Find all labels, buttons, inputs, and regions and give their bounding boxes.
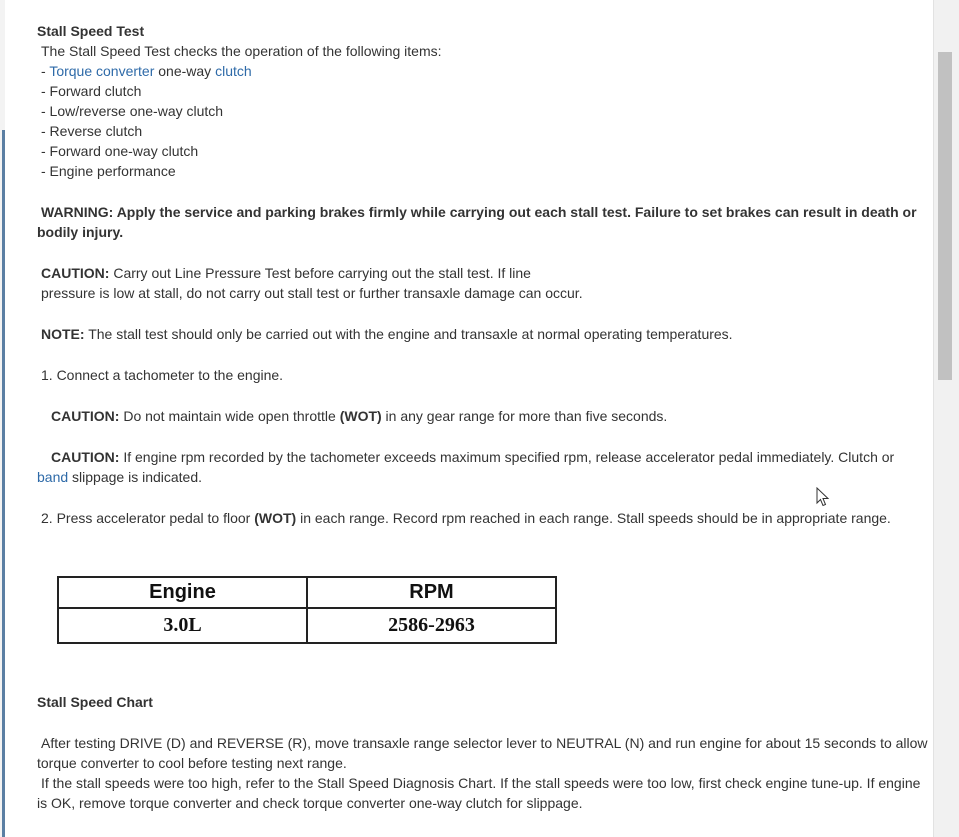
note-text — [37, 324, 932, 344]
torque-converter-link[interactable]: Torque converter — [49, 63, 155, 79]
intro-text: The Stall Speed Test checks the operation of the following items: — [41, 43, 442, 59]
clutch-link[interactable]: clutch — [215, 63, 252, 79]
header-engine: Engine — [58, 577, 307, 608]
note-label: NOTE: — [41, 326, 85, 342]
wot-term: (WOT) — [254, 510, 297, 526]
band-link[interactable]: band — [37, 469, 69, 485]
list-item: - Reverse clutch — [41, 123, 143, 139]
step-text: in each range. Record rpm reached in each range. Stall speeds should be in appropriate range. — [296, 510, 891, 526]
document-body — [37, 21, 932, 528]
chart-section — [37, 692, 932, 813]
caution-text: in any gear range for more than five seconds. — [381, 408, 668, 424]
step-2 — [37, 508, 932, 528]
list-item: - Engine performance — [41, 163, 176, 179]
caution-text: slippage is indicated. — [68, 469, 203, 485]
caution-label: CAUTION: — [41, 265, 110, 281]
caution-rpm — [37, 447, 932, 487]
mouse-cursor-icon — [816, 487, 830, 507]
caution-text: Do not maintain wide open throttle — [119, 408, 340, 424]
list-item: - Forward clutch — [41, 83, 142, 99]
warning-text: WARNING: Apply the service and parking brakes firmly while carrying out each stall test. Failure to set brakes can result in death or bodily injury. — [37, 204, 917, 240]
table-row — [58, 608, 556, 643]
list-item: - Low/reverse one-way clutch — [41, 103, 224, 119]
caution-label: CAUTION: — [51, 449, 120, 465]
table-header-row — [58, 577, 556, 608]
list-item: - Forward one-way clutch — [41, 143, 199, 159]
step-1: 1. Connect a tachometer to the engine. — [41, 367, 284, 383]
vertical-scrollbar[interactable] — [933, 0, 959, 837]
caution-wot — [37, 406, 932, 426]
scrollbar-thumb[interactable] — [938, 52, 952, 380]
left-edge-strip — [0, 0, 5, 837]
caution-text: Carry out Line Pressure Test before carrying out the stall test. If line — [109, 265, 531, 281]
chart-paragraph-1: After testing DRIVE (D) and REVERSE (R), move transaxle range selector lever to NEUTRAL (N) and run engine for about 15 seconds to allow torque converter to cool before testing next range. — [37, 735, 928, 771]
step-text: 2. Press accelerator pedal to floor — [41, 510, 255, 526]
cell-engine: 3.0L — [58, 608, 307, 643]
list-item — [37, 61, 932, 81]
chart-heading: Stall Speed Chart — [37, 694, 153, 710]
section-title: Stall Speed Test — [37, 23, 145, 39]
list-item-text: one-way — [154, 63, 216, 79]
list-item-prefix: - — [41, 63, 50, 79]
caution-label: CAUTION: — [51, 408, 120, 424]
caution-line-pressure-cont: pressure is low at stall, do not carry out stall test or further transaxle damage can occur. — [41, 285, 583, 301]
stall-rpm-table — [57, 576, 557, 644]
caution-line-pressure — [37, 263, 932, 283]
caution-text: If engine rpm recorded by the tachometer exceeds maximum specified rpm, release accelerator pedal immediately. Clutch or — [119, 449, 895, 465]
header-rpm: RPM — [307, 577, 556, 608]
chart-paragraph-2: If the stall speeds were too high, refer to the Stall Speed Diagnosis Chart. If the stall speeds were too low, first check engine tune-up. If engine is OK, remove torque converter and check torque converter one-way clutch for slippage. — [37, 775, 921, 811]
note-body: The stall test should only be carried out with the engine and transaxle at normal operating temperatures. — [84, 326, 733, 342]
cell-rpm: 2586-2963 — [307, 608, 556, 643]
wot-term: (WOT) — [339, 408, 382, 424]
